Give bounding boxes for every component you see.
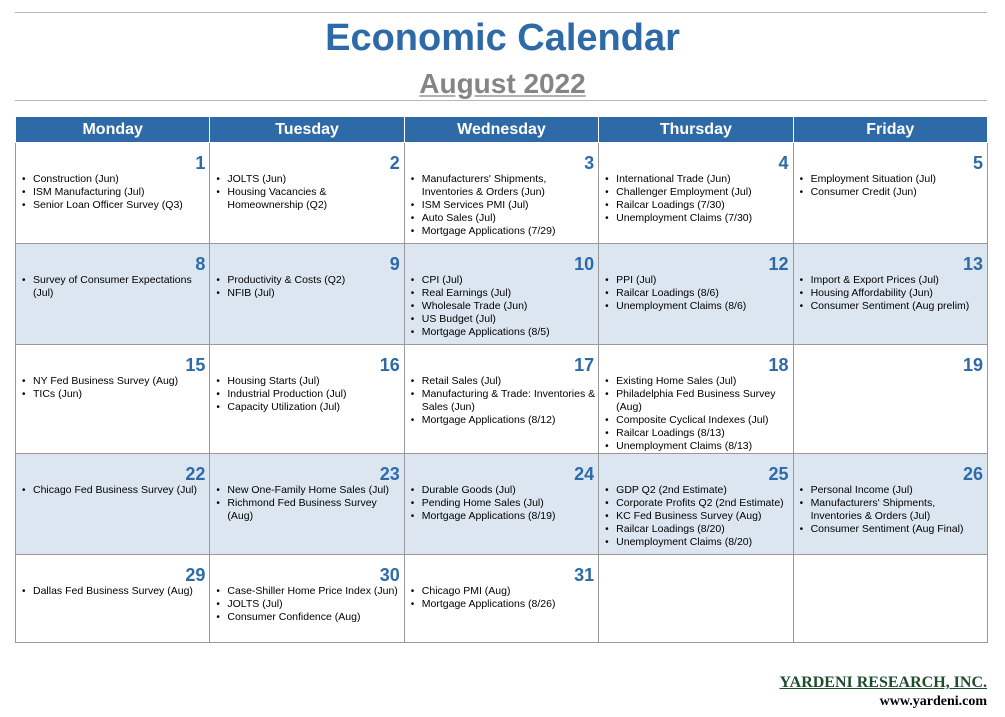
day-number: 18 [768, 355, 789, 375]
event-list [16, 173, 209, 212]
day-cell [404, 345, 598, 454]
event-item: • Railcar Loadings (8/20) [604, 523, 789, 536]
day-cell [16, 143, 210, 244]
day-cell [404, 143, 598, 244]
page-subtitle: August 2022 [419, 68, 586, 99]
event-item: • JOLTS (Jul) [215, 598, 400, 611]
day-cell [210, 244, 404, 345]
event-item: • Housing Starts (Jul) [215, 375, 400, 388]
event-item: • Mortgage Applications (8/19) [410, 510, 595, 523]
day-cell [210, 345, 404, 454]
day-cell [793, 345, 987, 454]
event-item: • Unemployment Claims (8/13) [604, 440, 789, 453]
event-item: • Manufacturers' Shipments, Inventories & Orders (Jul) [799, 497, 984, 523]
weekday-header-tuesday: Tuesday [210, 117, 404, 143]
day-number: 4 [778, 153, 789, 173]
event-list [599, 274, 792, 313]
day-cell [16, 244, 210, 345]
event-item: • KC Fed Business Survey (Aug) [604, 510, 789, 523]
event-item: • Mortgage Applications (8/5) [410, 326, 595, 339]
day-cell [210, 555, 404, 643]
event-list [210, 375, 403, 414]
event-item: • Consumer Credit (Jun) [799, 186, 984, 199]
event-item: • Consumer Confidence (Aug) [215, 611, 400, 624]
day-cell [599, 345, 793, 454]
day-cell [793, 454, 987, 555]
day-cell [16, 555, 210, 643]
day-number: 15 [185, 355, 206, 375]
event-list [210, 484, 403, 523]
weekday-header-monday: Monday [16, 117, 210, 143]
event-item: • Corporate Profits Q2 (2nd Estimate) [604, 497, 789, 510]
week-row [16, 345, 988, 454]
event-item: • Senior Loan Officer Survey (Q3) [21, 199, 206, 212]
event-item: • Auto Sales (Jul) [410, 212, 595, 225]
event-item: • Unemployment Claims (8/20) [604, 536, 789, 549]
event-list [405, 375, 598, 427]
event-item: • ISM Services PMI (Jul) [410, 199, 595, 212]
week-row [16, 143, 988, 244]
event-list [794, 484, 987, 536]
event-item: • International Trade (Jun) [604, 173, 789, 186]
weekday-header-thursday: Thursday [599, 117, 793, 143]
day-cell [404, 555, 598, 643]
day-number: 8 [195, 254, 206, 274]
day-number: 17 [574, 355, 595, 375]
event-item: • Housing Vacancies & Homeownership (Q2) [215, 186, 400, 212]
event-item: • ISM Manufacturing (Jul) [21, 186, 206, 199]
event-item: • TICs (Jun) [21, 388, 206, 401]
day-cell [793, 555, 987, 643]
event-list [210, 274, 403, 300]
day-number: 13 [962, 254, 983, 274]
day-number: 25 [768, 464, 789, 484]
day-cell [404, 454, 598, 555]
day-number [794, 555, 987, 585]
event-list [794, 274, 987, 313]
event-list [210, 173, 403, 212]
event-item: • Chicago PMI (Aug) [410, 585, 595, 598]
event-item: • Unemployment Claims (8/6) [604, 300, 789, 313]
event-item: • Durable Goods (Jul) [410, 484, 595, 497]
day-cell [793, 143, 987, 244]
event-item: • Richmond Fed Business Survey (Aug) [215, 497, 400, 523]
week-row [16, 454, 988, 555]
event-item: • Productivity & Costs (Q2) [215, 274, 400, 287]
event-item: • Capacity Utilization (Jul) [215, 401, 400, 414]
day-cell [16, 345, 210, 454]
event-item: • Unemployment Claims (7/30) [604, 212, 789, 225]
event-list [599, 375, 792, 453]
event-item: • Housing Affordability (Jun) [799, 287, 984, 300]
weekday-header-wednesday: Wednesday [404, 117, 598, 143]
event-list [16, 375, 209, 401]
event-list [405, 484, 598, 523]
event-item: • Wholesale Trade (Jun) [410, 300, 595, 313]
event-item: • Retail Sales (Jul) [410, 375, 595, 388]
event-item: • Mortgage Applications (7/29) [410, 225, 595, 238]
week-row [16, 244, 988, 345]
event-item: • PPI (Jul) [604, 274, 789, 287]
event-list [599, 173, 792, 225]
bottom-rule [15, 100, 987, 101]
event-item: • Real Earnings (Jul) [410, 287, 595, 300]
event-list [794, 173, 987, 199]
day-cell [599, 454, 793, 555]
event-item: • Industrial Production (Jul) [215, 388, 400, 401]
day-number: 5 [972, 153, 983, 173]
day-number: 23 [379, 464, 400, 484]
event-item: • New One-Family Home Sales (Jul) [215, 484, 400, 497]
day-number: 2 [389, 153, 400, 173]
event-item: • Personal Income (Jul) [799, 484, 984, 497]
event-list [405, 585, 598, 611]
week-row [16, 555, 988, 643]
event-item: • NY Fed Business Survey (Aug) [21, 375, 206, 388]
event-item: • Manufacturing & Trade: Inventories & Sales (Jun) [410, 388, 595, 414]
event-list [16, 274, 209, 300]
company-website[interactable]: www.yardeni.com [879, 694, 987, 709]
event-item: • Employment Situation (Jul) [799, 173, 984, 186]
event-list [210, 585, 403, 624]
weekday-header-friday: Friday [793, 117, 987, 143]
event-item: • GDP Q2 (2nd Estimate) [604, 484, 789, 497]
event-item: • Mortgage Applications (8/26) [410, 598, 595, 611]
event-item: • Composite Cyclical Indexes (Jul) [604, 414, 789, 427]
day-number: 16 [379, 355, 400, 375]
company-name: YARDENI RESEARCH, INC. [779, 674, 987, 691]
day-cell [210, 143, 404, 244]
day-cell [793, 244, 987, 345]
day-cell [599, 555, 793, 643]
day-number: 10 [574, 254, 595, 274]
day-number: 30 [379, 565, 400, 585]
event-item: • Import & Export Prices (Jul) [799, 274, 984, 287]
day-number: 31 [574, 565, 595, 585]
day-number: 3 [584, 153, 595, 173]
calendar-table [15, 116, 988, 643]
day-number: 12 [768, 254, 789, 274]
event-item: • CPI (Jul) [410, 274, 595, 287]
calendar-body [16, 143, 988, 643]
day-number: 1 [195, 153, 206, 173]
day-number: 22 [185, 464, 206, 484]
event-item: • US Budget (Jul) [410, 313, 595, 326]
event-item: • Survey of Consumer Expectations (Jul) [21, 274, 206, 300]
day-number [599, 555, 792, 585]
day-number: 26 [962, 464, 983, 484]
day-number: 24 [574, 464, 595, 484]
event-item: • Mortgage Applications (8/12) [410, 414, 595, 427]
event-item: • NFIB (Jul) [215, 287, 400, 300]
page-title: Economic Calendar [325, 17, 680, 59]
event-item: • Manufacturers' Shipments, Inventories & Orders (Jun) [410, 173, 595, 199]
event-item: • Pending Home Sales (Jul) [410, 497, 595, 510]
event-item: • Existing Home Sales (Jul) [604, 375, 789, 388]
day-cell [599, 143, 793, 244]
event-item: • Challenger Employment (Jul) [604, 186, 789, 199]
event-item: • Railcar Loadings (8/13) [604, 427, 789, 440]
event-item: • Philadelphia Fed Business Survey (Aug) [604, 388, 789, 414]
event-item: • Case-Shiller Home Price Index (Jun) [215, 585, 400, 598]
event-item: • Dallas Fed Business Survey (Aug) [21, 585, 206, 598]
event-list [16, 484, 209, 497]
top-rule [15, 12, 987, 13]
day-cell [404, 244, 598, 345]
event-list [16, 585, 209, 598]
event-item: • Railcar Loadings (7/30) [604, 199, 789, 212]
event-item: • Railcar Loadings (8/6) [604, 287, 789, 300]
event-item: • JOLTS (Jun) [215, 173, 400, 186]
day-number: 9 [389, 254, 400, 274]
event-item: • Construction (Jun) [21, 173, 206, 186]
day-number: 29 [185, 565, 206, 585]
event-item: • Chicago Fed Business Survey (Jul) [21, 484, 206, 497]
day-cell [210, 454, 404, 555]
weekday-header-row [16, 117, 988, 143]
day-number: 19 [962, 355, 983, 375]
day-cell [599, 244, 793, 345]
event-item: • Consumer Sentiment (Aug Final) [799, 523, 984, 536]
event-list [405, 274, 598, 339]
event-list [405, 173, 598, 238]
event-item: • Consumer Sentiment (Aug prelim) [799, 300, 984, 313]
day-cell [16, 454, 210, 555]
event-list [599, 484, 792, 549]
